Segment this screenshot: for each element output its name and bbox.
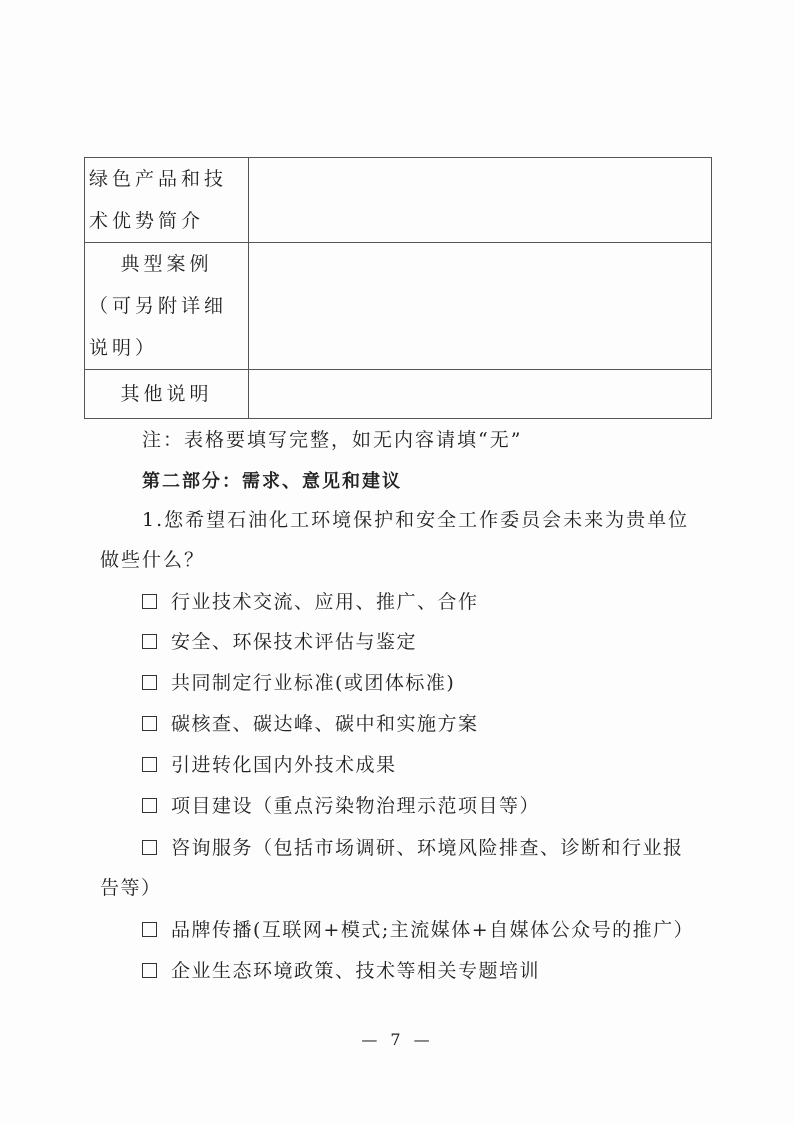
option-item[interactable] — [142, 704, 479, 744]
checkbox-icon[interactable] — [142, 634, 157, 649]
option-line — [100, 828, 684, 868]
checkbox-icon[interactable] — [142, 963, 157, 978]
option-label: 安全、环保技术评估与鉴定 — [171, 631, 418, 653]
other-notes-value-cell[interactable] — [249, 370, 712, 419]
option-item[interactable] — [100, 828, 684, 908]
option-label: 品牌传播(互联网+模式;主流媒体+自媒体公众号的推广） — [171, 919, 695, 941]
info-form-table — [84, 157, 712, 419]
checkbox-icon[interactable] — [142, 716, 157, 731]
checkbox-icon[interactable] — [142, 675, 157, 690]
page-number: — 7 — — [361, 1030, 434, 1049]
option-label: 企业生态环境政策、技术等相关专题培训 — [171, 960, 541, 982]
question-line: 做些什么？ — [100, 549, 206, 571]
typical-cases-value-cell[interactable] — [249, 243, 712, 370]
table-row — [85, 158, 712, 243]
section-title: 第二部分：需求、意见和建议 — [142, 471, 402, 492]
label-line: 绿色产品和技 — [89, 168, 228, 190]
table-label-cell — [85, 243, 249, 370]
option-item[interactable] — [142, 663, 455, 703]
label-line: 术优势简介 — [89, 210, 205, 232]
table-label-cell — [85, 158, 249, 243]
option-item[interactable] — [142, 622, 417, 662]
option-label: 项目建设（重点污染物治理示范项目等） — [171, 795, 541, 817]
question-line: 1.您希望石油化工环境保护和安全工作委员会未来为贵单位 — [142, 509, 690, 531]
table-note: 注：表格要填写完整，如无内容请填“无” — [142, 429, 523, 451]
option-item[interactable] — [142, 582, 479, 622]
label-line: 其他说明 — [120, 383, 213, 405]
option-label: 共同制定行业标准(或团体标准) — [171, 672, 456, 694]
option-label: 碳核查、碳达峰、碳中和实施方案 — [171, 713, 479, 735]
option-label: 咨询服务（包括市场调研、环境风险排查、诊断和行业报 — [171, 837, 684, 859]
label-line: 说明） — [89, 337, 159, 359]
option-item[interactable] — [142, 786, 540, 826]
table-label-cell — [85, 370, 249, 419]
checkbox-icon[interactable] — [142, 594, 157, 609]
table-row — [85, 243, 712, 370]
question-text — [100, 500, 700, 580]
option-label-continued: 告等） — [100, 877, 162, 899]
checkbox-icon[interactable] — [142, 757, 157, 772]
checkbox-icon[interactable] — [142, 798, 157, 813]
option-item[interactable] — [142, 745, 397, 785]
option-item[interactable] — [142, 951, 540, 991]
option-item[interactable] — [142, 910, 694, 950]
label-line: 典型案例 — [120, 253, 213, 275]
table-row — [85, 370, 712, 419]
checkbox-icon[interactable] — [142, 840, 157, 855]
checkbox-icon[interactable] — [142, 922, 157, 937]
option-label: 行业技术交流、应用、推广、合作 — [171, 591, 479, 613]
option-label: 引进转化国内外技术成果 — [171, 754, 397, 776]
label-line: （可另附详细 — [89, 295, 228, 317]
green-products-value-cell[interactable] — [249, 158, 712, 243]
